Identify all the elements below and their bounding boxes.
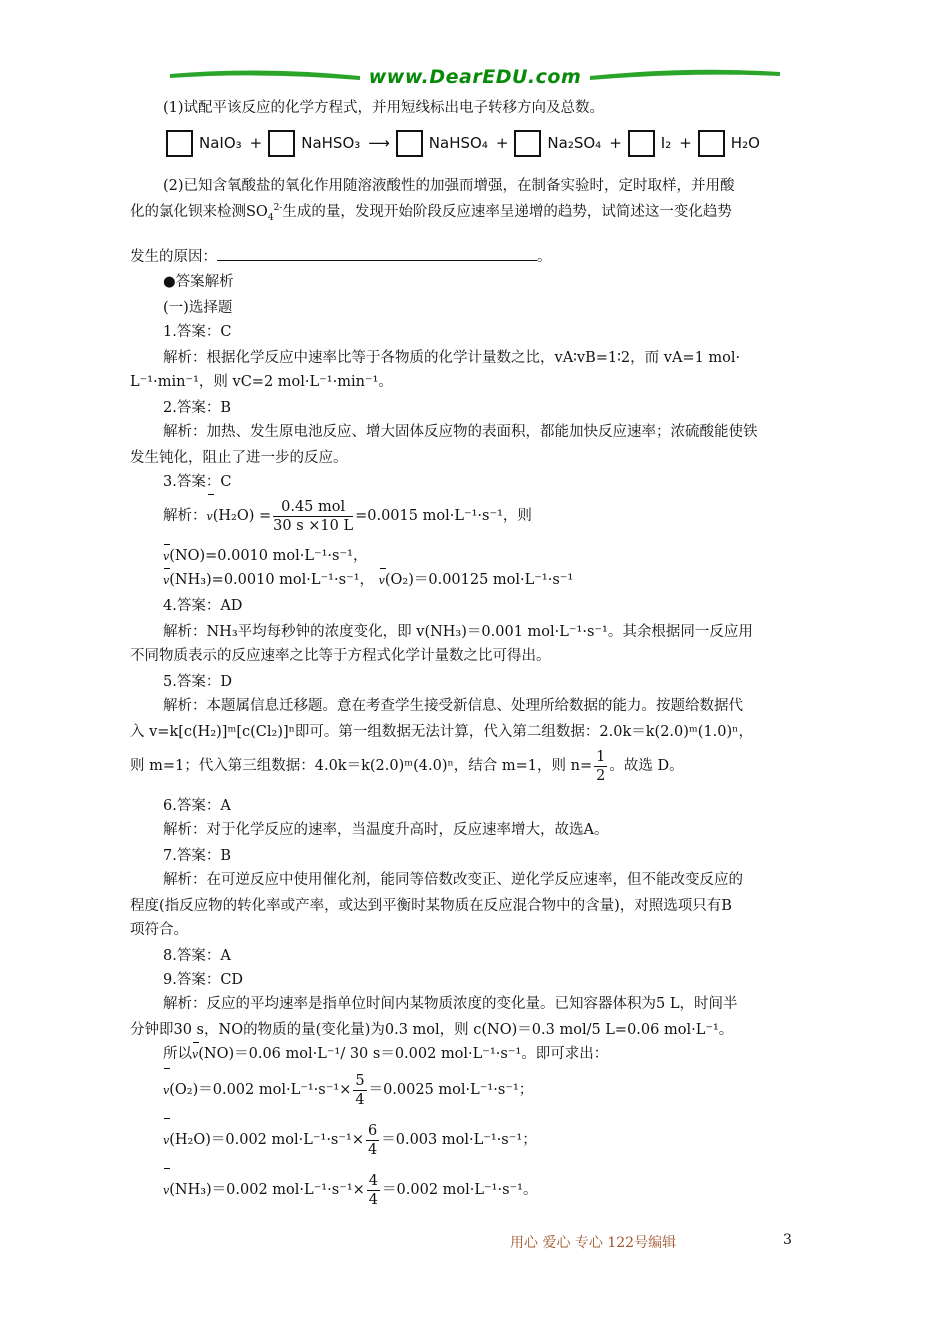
- v-bar-symbol: v: [207, 497, 213, 537]
- answer-4: 4.答案：AD: [163, 598, 243, 614]
- coefficient-box: [268, 130, 295, 157]
- explanation-9b: 分钟即30 s，NO的物质的量(变化量)为0.3 mol，则 c(NO)＝0.3 mol/5 L=0.06 mol·L⁻¹。: [130, 1022, 734, 1038]
- explanation-9a: 解析：反应的平均速率是指单位时间内某物质浓度的变化量。已知容器体积为5 L，时间半: [163, 996, 738, 1012]
- plus-sign: +: [609, 134, 622, 152]
- explanation-7a: 解析：在可逆反应中使用催化剂，能同等倍数改变正、逆化学反应速率，但不能改变反应的: [163, 872, 743, 888]
- subscript: 4: [267, 212, 274, 223]
- text: 生成的量，发现开始阶段反应速率呈递增的趋势，试简述这一变化趋势: [282, 204, 732, 220]
- numerator: 5: [355, 1072, 365, 1089]
- explanation-3b: [163, 546, 367, 567]
- answer-1: 1.答案：C: [163, 324, 232, 340]
- fraction: [273, 498, 353, 535]
- page-footer: 用心 爱心 专心 122号编辑: [510, 1235, 677, 1251]
- v-bar-symbol: v: [192, 1045, 198, 1065]
- explanation-7b: 程度(指反应物的转化率或产率，或达到平衡时某物质在反应混合物中的含量)，对照选项只有B: [130, 898, 732, 914]
- explanation-3c: [163, 570, 573, 591]
- question-2-line-2: [130, 202, 732, 222]
- answer-3: 3.答案：C: [163, 474, 232, 490]
- explanation-9c: [163, 1044, 608, 1065]
- sulfate-formula: [246, 203, 283, 223]
- numerator: 0.45 mol: [273, 498, 353, 517]
- denominator: 4: [368, 1191, 379, 1208]
- v-bar-symbol: v: [163, 1171, 169, 1211]
- text: 发生的原因：: [130, 249, 217, 265]
- v-bar-symbol: v: [163, 1121, 169, 1161]
- text: (NH₃)=0.0010 mol·L⁻¹·s⁻¹，: [169, 572, 375, 588]
- explanation-2a: 解析：加热、发生原电池反应、增大固体反应物的表面积，都能加快反应速率；浓硫酸能使铁: [163, 424, 758, 440]
- question-2-line-3: [130, 246, 552, 267]
- arrow-icon: ⟶: [368, 134, 390, 152]
- answer-8: 8.答案：A: [163, 948, 231, 964]
- result-o2: [163, 1070, 533, 1110]
- explanation-5c: [130, 746, 684, 786]
- v-bar-symbol: v: [163, 1071, 169, 1111]
- coefficient-box: [514, 130, 541, 157]
- plus-sign: +: [495, 134, 509, 152]
- text: (H₂O)＝0.002 mol·L⁻¹·s⁻¹×: [169, 1132, 364, 1148]
- denominator: 30 s ×10 L: [273, 517, 354, 534]
- formula: NaIO₃: [199, 134, 242, 152]
- explanation-4a: 解析：NH₃平均每秒钟的浓度变化，即 v(NH₃)＝0.001 mol·L⁻¹·s⁻¹。其余根据同一反应用: [163, 624, 753, 640]
- denominator: 4: [368, 1141, 378, 1158]
- result-h2o: [163, 1120, 537, 1160]
- answer-7: 7.答案：B: [163, 848, 231, 864]
- text: ＝0.003 mol·L⁻¹·s⁻¹；: [381, 1132, 537, 1148]
- explanation-4b: 不同物质表示的反应速率之比等于方程式化学计量数之比可得出。: [130, 648, 551, 664]
- coefficient-box: [166, 130, 193, 157]
- explanation-2b: 发生钝化，阻止了进一步的反应。: [130, 450, 348, 466]
- numerator: 4: [368, 1172, 379, 1189]
- text: 。故选 D。: [609, 758, 684, 774]
- text: 。: [537, 249, 552, 265]
- text: (NH₃)＝0.002 mol·L⁻¹·s⁻¹×: [169, 1182, 365, 1198]
- fraction: [594, 748, 607, 785]
- superscript: 2-: [273, 203, 283, 214]
- answer-2: 2.答案：B: [163, 400, 231, 416]
- text: 解析：: [163, 508, 207, 524]
- numerator: 6: [368, 1122, 378, 1139]
- v-bar-symbol: v: [163, 571, 169, 591]
- plus-sign: +: [249, 134, 263, 152]
- explanation-5a: 解析：本题属信息迁移题。意在考查学生接受新信息、处理所给数据的能力。按题给数据代: [163, 698, 743, 714]
- site-url: www.DearEDU.com: [368, 66, 582, 88]
- formula: I₂: [660, 134, 672, 152]
- coefficient-box: [396, 130, 423, 157]
- numerator: 1: [596, 748, 606, 765]
- chemical-equation: [166, 128, 766, 158]
- text: 化的氯化钡来检测: [130, 204, 246, 220]
- plus-sign: +: [679, 134, 692, 152]
- text: (NO)=0.0010 mol·L⁻¹·s⁻¹，: [169, 548, 368, 564]
- fraction: [367, 1172, 380, 1209]
- text: (H₂O) =: [212, 508, 272, 524]
- text: (O₂)＝0.002 mol·L⁻¹·s⁻¹×: [169, 1082, 352, 1098]
- text: 则 m=1；代入第三组数据：4.0k＝k(2.0)ᵐ(4.0)ⁿ，结合 m=1，则 n=: [130, 758, 593, 774]
- formula: NaHSO₄: [428, 134, 488, 152]
- text: SO: [246, 204, 268, 220]
- explanation-7c: 项符合。: [130, 922, 188, 938]
- formula: Na₂SO₄: [547, 134, 602, 152]
- explanation-1a: 解析：根据化学反应中速率比等于各物质的化学计量数之比，vA∶vB=1∶2，而 vA=1 mol·: [163, 350, 741, 366]
- denominator: 4: [355, 1091, 365, 1108]
- answer-9: 9.答案：CD: [163, 972, 244, 988]
- explanation-3a: [163, 496, 532, 536]
- site-header: [170, 62, 780, 92]
- text: ＝0.0025 mol·L⁻¹·s⁻¹；: [368, 1082, 534, 1098]
- answers-title: ●答案解析: [163, 274, 234, 290]
- text: 所以: [163, 1046, 192, 1062]
- coefficient-box: [628, 130, 655, 157]
- text: =0.0015 mol·L⁻¹·s⁻¹，则: [355, 508, 532, 524]
- question-2-line-1: (2)已知含氧酸盐的氧化作用随溶液酸性的加强而增强，在制备实验时，定时取样，并用酸: [163, 178, 735, 194]
- coefficient-box: [698, 130, 725, 157]
- text: (O₂)＝0.00125 mol·L⁻¹·s⁻¹: [384, 572, 574, 588]
- v-bar-symbol: v: [163, 547, 169, 567]
- explanation-1b: L⁻¹·min⁻¹，则 vC=2 mol·L⁻¹·min⁻¹。: [130, 374, 393, 390]
- fraction: [353, 1072, 366, 1109]
- formula: H₂O: [730, 134, 760, 152]
- fraction: [366, 1122, 379, 1159]
- result-nh3: [163, 1170, 538, 1210]
- answer-blank: [217, 246, 537, 261]
- section-heading: (一)选择题: [163, 300, 233, 316]
- text: (NO)＝0.06 mol·L⁻¹/ 30 s＝0.002 mol·L⁻¹·s⁻¹。即可求出：: [198, 1046, 609, 1062]
- page-number: 3: [783, 1232, 792, 1248]
- answer-6: 6.答案：A: [163, 798, 231, 814]
- text: ＝0.002 mol·L⁻¹·s⁻¹。: [382, 1182, 538, 1198]
- explanation-6: 解析：对于化学反应的速率，当温度升高时，反应速率增大，故选A。: [163, 822, 609, 838]
- v-bar-symbol: v: [379, 571, 385, 591]
- denominator: 2: [596, 767, 606, 784]
- formula: NaHSO₃: [301, 134, 361, 152]
- explanation-5b: 入 v=k[c(H₂)]ᵐ[c(Cl₂)]ⁿ即可。第一组数据无法计算，代入第二组数据：2.0k＝k(2.0)ᵐ(1.0)ⁿ，: [130, 724, 753, 740]
- answer-5: 5.答案：D: [163, 674, 232, 690]
- question-1: (1)试配平该反应的化学方程式，并用短线标出电子转移方向及总数。: [163, 100, 605, 116]
